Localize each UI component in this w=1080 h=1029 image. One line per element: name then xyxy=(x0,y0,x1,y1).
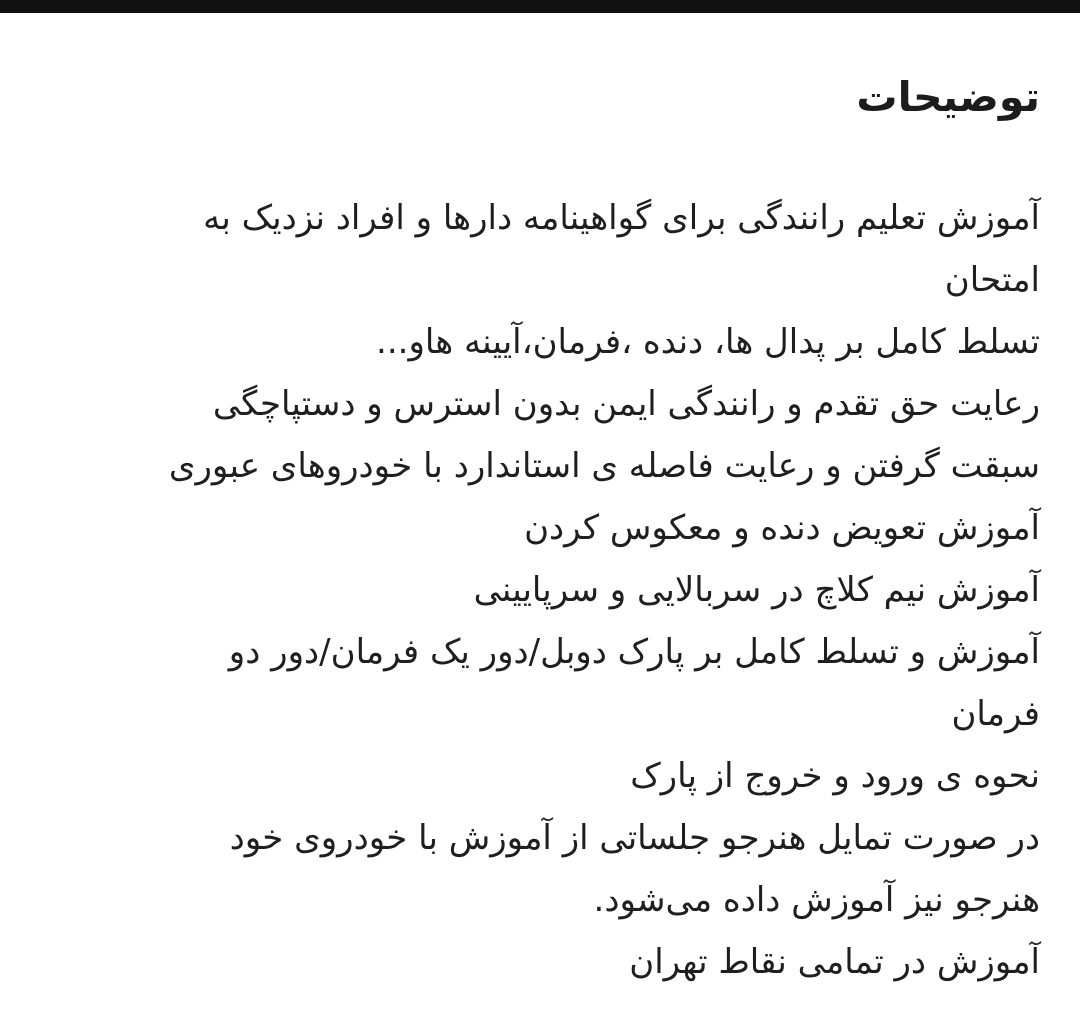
description-line: آموزش و تسلط کامل بر پارک دوبل/دور یک فرمان/دور دو xyxy=(228,632,1040,672)
description-line: تسلط کامل بر پدال ها، دنده ،فرمان،آیینه هاو... xyxy=(376,322,1040,362)
description-line: در صورت تمایل هنرجو جلساتی از آموزش با خودروی خود xyxy=(229,818,1040,858)
description-line: فرمان xyxy=(951,694,1040,734)
section-title: توضیحات xyxy=(856,73,1040,121)
description-line: هنرجو نیز آموزش داده می‌شود. xyxy=(593,880,1040,920)
description-line: رعایت حق تقدم و رانندگی ایمن بدون استرس و دستپاچگی xyxy=(212,384,1040,424)
description-line: آموزش در تمامی نقاط تهران xyxy=(629,942,1040,982)
description-line: امتحان xyxy=(944,260,1040,300)
description-line: آموزش نیم کلاچ در سربالایی و سرپایینی xyxy=(473,570,1040,610)
description-section xyxy=(40,0,1040,1029)
description-line: سبقت گرفتن و رعایت فاصله ی استاندارد با خودروهای عبوری xyxy=(168,446,1040,486)
description-line: آموزش تعویض دنده و معکوس کردن xyxy=(524,508,1040,548)
description-line: آموزش تعلیم رانندگی برای گواهینامه دارها و افراد نزدیک به xyxy=(203,198,1040,238)
description-line: نحوه ی ورود و خروج از پارک xyxy=(630,756,1040,796)
description-text xyxy=(40,187,1040,993)
